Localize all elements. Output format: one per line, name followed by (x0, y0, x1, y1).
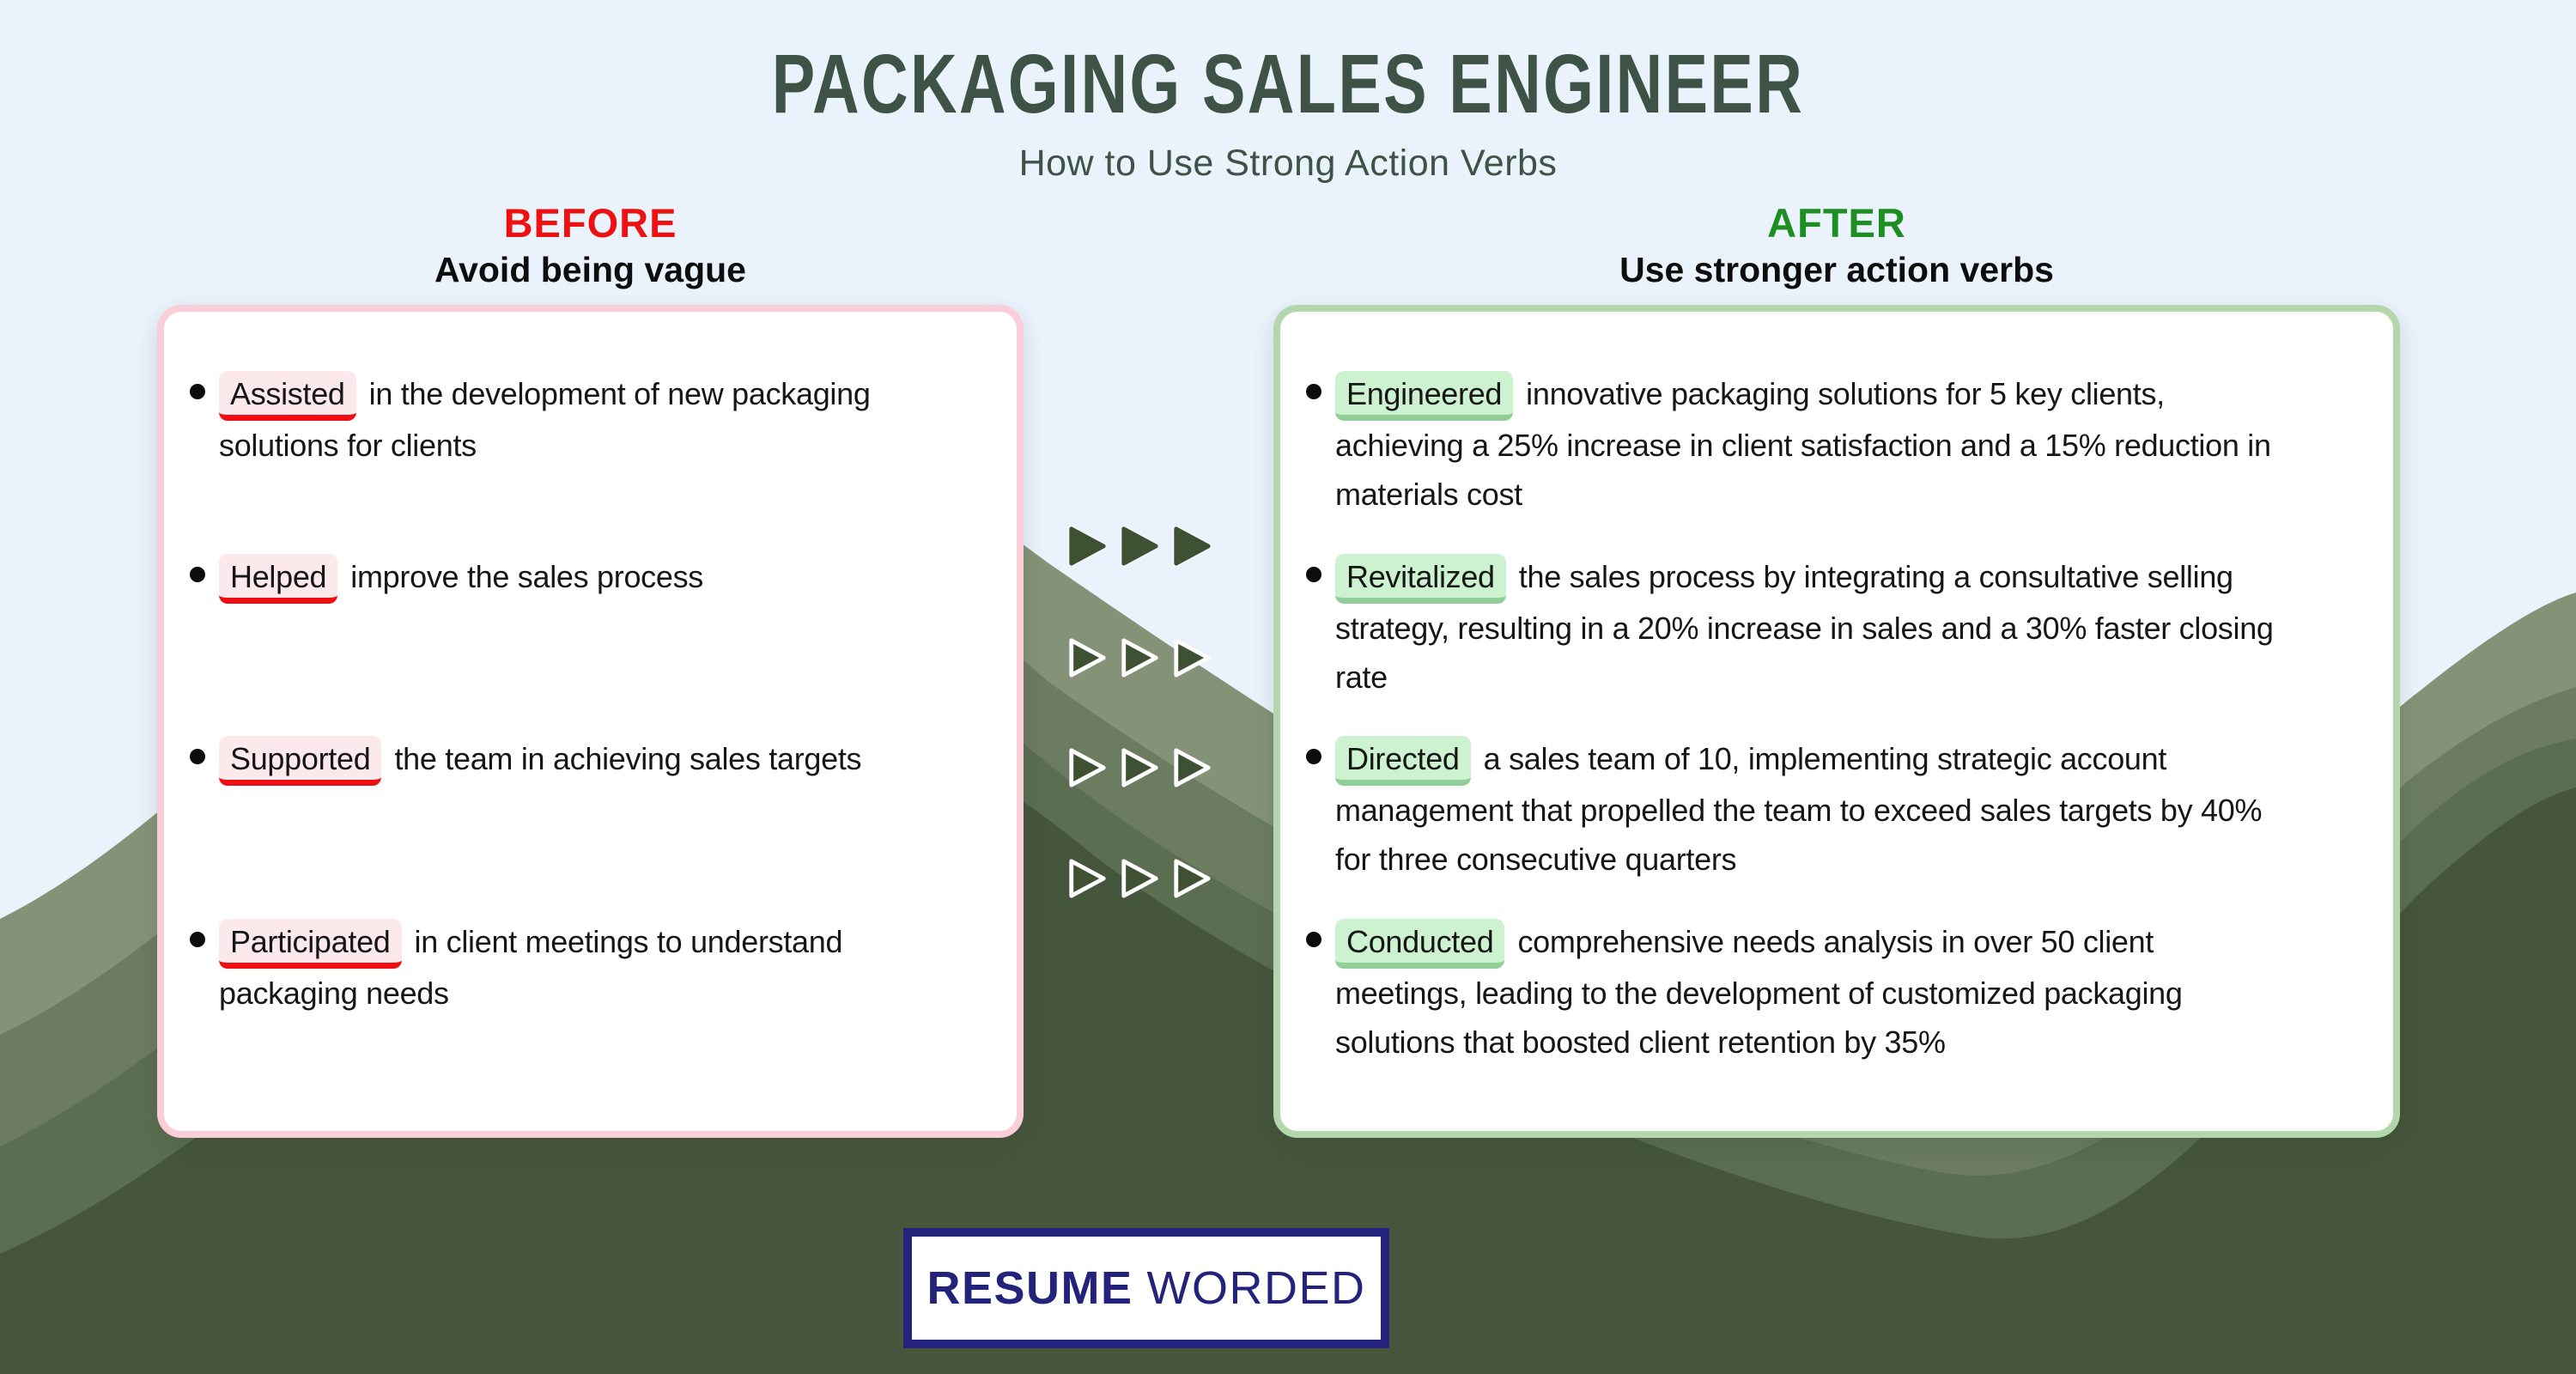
arrow-right-icon (1066, 637, 1108, 678)
bullet-item (219, 734, 991, 786)
bullet-text: in client meetings to understand (414, 924, 843, 959)
arrow-right-icon (1119, 747, 1160, 788)
bullet-text: a sales team of 10, implementing strategic account (1483, 741, 2167, 776)
before-column-header (157, 201, 1024, 290)
bullet-item (1335, 734, 2367, 884)
arrow-right-icon (1119, 526, 1160, 567)
arrow-row (1066, 637, 1212, 678)
bullet-item (1335, 369, 2367, 519)
bullet-dot (190, 932, 205, 947)
verb-highlight: Revitalized (1335, 554, 1506, 604)
bullet-item (1335, 917, 2367, 1067)
bullet-item (219, 917, 991, 1018)
verb-highlight: Supported (219, 736, 381, 786)
bullet-text: the sales process by integrating a consultative selling (1518, 559, 2233, 594)
bullet-dot (190, 567, 205, 582)
bullet-dot (190, 749, 205, 764)
bullet-text: in the development of new packaging (368, 376, 871, 411)
before-sublabel: Avoid being vague (434, 250, 746, 289)
after-label: AFTER (1767, 200, 1906, 246)
page-title: PACKAGING SALES ENGINEER (771, 37, 1805, 131)
arrow-right-icon (1119, 637, 1160, 678)
bullet-dot (1306, 384, 1321, 399)
verb-highlight: Helped (219, 554, 337, 604)
brand-name-bold: RESUME (927, 1262, 1133, 1314)
bullet-text: improve the sales process (350, 559, 703, 594)
verb-highlight: Participated (219, 919, 402, 969)
bullet-text: management that propelled the team to exceed sales targets by 40% (1335, 793, 2263, 828)
bullet-text: comprehensive needs analysis in over 50 client (1517, 924, 2154, 959)
bullet-item (1335, 552, 2367, 702)
verb-highlight: Engineered (1335, 371, 1513, 421)
bullet-text: innovative packaging solutions for 5 key clients, (1526, 376, 2165, 411)
arrow-right-icon (1066, 747, 1108, 788)
bullet-item (219, 552, 991, 604)
bullet-text: for three consecutive quarters (1335, 842, 1737, 877)
bullet-text: solutions that boosted client retention by 35% (1335, 1024, 1946, 1060)
arrow-row (1066, 858, 1212, 899)
bullet-dot (1306, 749, 1321, 764)
before-card (157, 305, 1024, 1138)
brand-logo (903, 1228, 1389, 1348)
verb-highlight: Assisted (219, 371, 356, 421)
before-label: BEFORE (503, 200, 677, 246)
verb-highlight: Directed (1335, 736, 1471, 786)
brand-name-regular: WORDED (1146, 1262, 1366, 1314)
bullet-text: strategy, resulting in a 20% increase in sales and a 30% faster closing (1335, 611, 2274, 646)
verb-highlight: Conducted (1335, 919, 1504, 969)
bullet-text: the team in achieving sales targets (394, 741, 862, 776)
after-sublabel: Use stronger action verbs (1619, 250, 2054, 289)
bullet-dot (1306, 932, 1321, 947)
bullet-text: rate (1335, 660, 1388, 695)
bullet-dot (190, 384, 205, 399)
bullet-text: achieving a 25% increase in client satisfaction and a 15% reduction in (1335, 428, 2271, 463)
arrow-right-icon (1171, 858, 1212, 899)
arrow-right-icon (1171, 526, 1212, 567)
arrow-right-icon (1171, 747, 1212, 788)
bullet-text: packaging needs (219, 976, 449, 1011)
arrow-right-icon (1066, 526, 1108, 567)
arrow-row (1066, 747, 1212, 788)
arrow-row (1066, 526, 1212, 567)
arrow-right-icon (1066, 858, 1108, 899)
arrow-right-icon (1171, 637, 1212, 678)
after-card (1273, 305, 2400, 1138)
bullet-item (219, 369, 991, 470)
arrow-right-icon (1119, 858, 1160, 899)
page-subtitle: How to Use Strong Action Verbs (1018, 143, 1558, 184)
bullet-text: materials cost (1335, 477, 1522, 512)
bullet-text: meetings, leading to the development of customized packaging (1335, 976, 2183, 1011)
bullet-dot (1306, 567, 1321, 582)
after-column-header (1273, 201, 2400, 290)
bullet-text: solutions for clients (219, 428, 477, 463)
